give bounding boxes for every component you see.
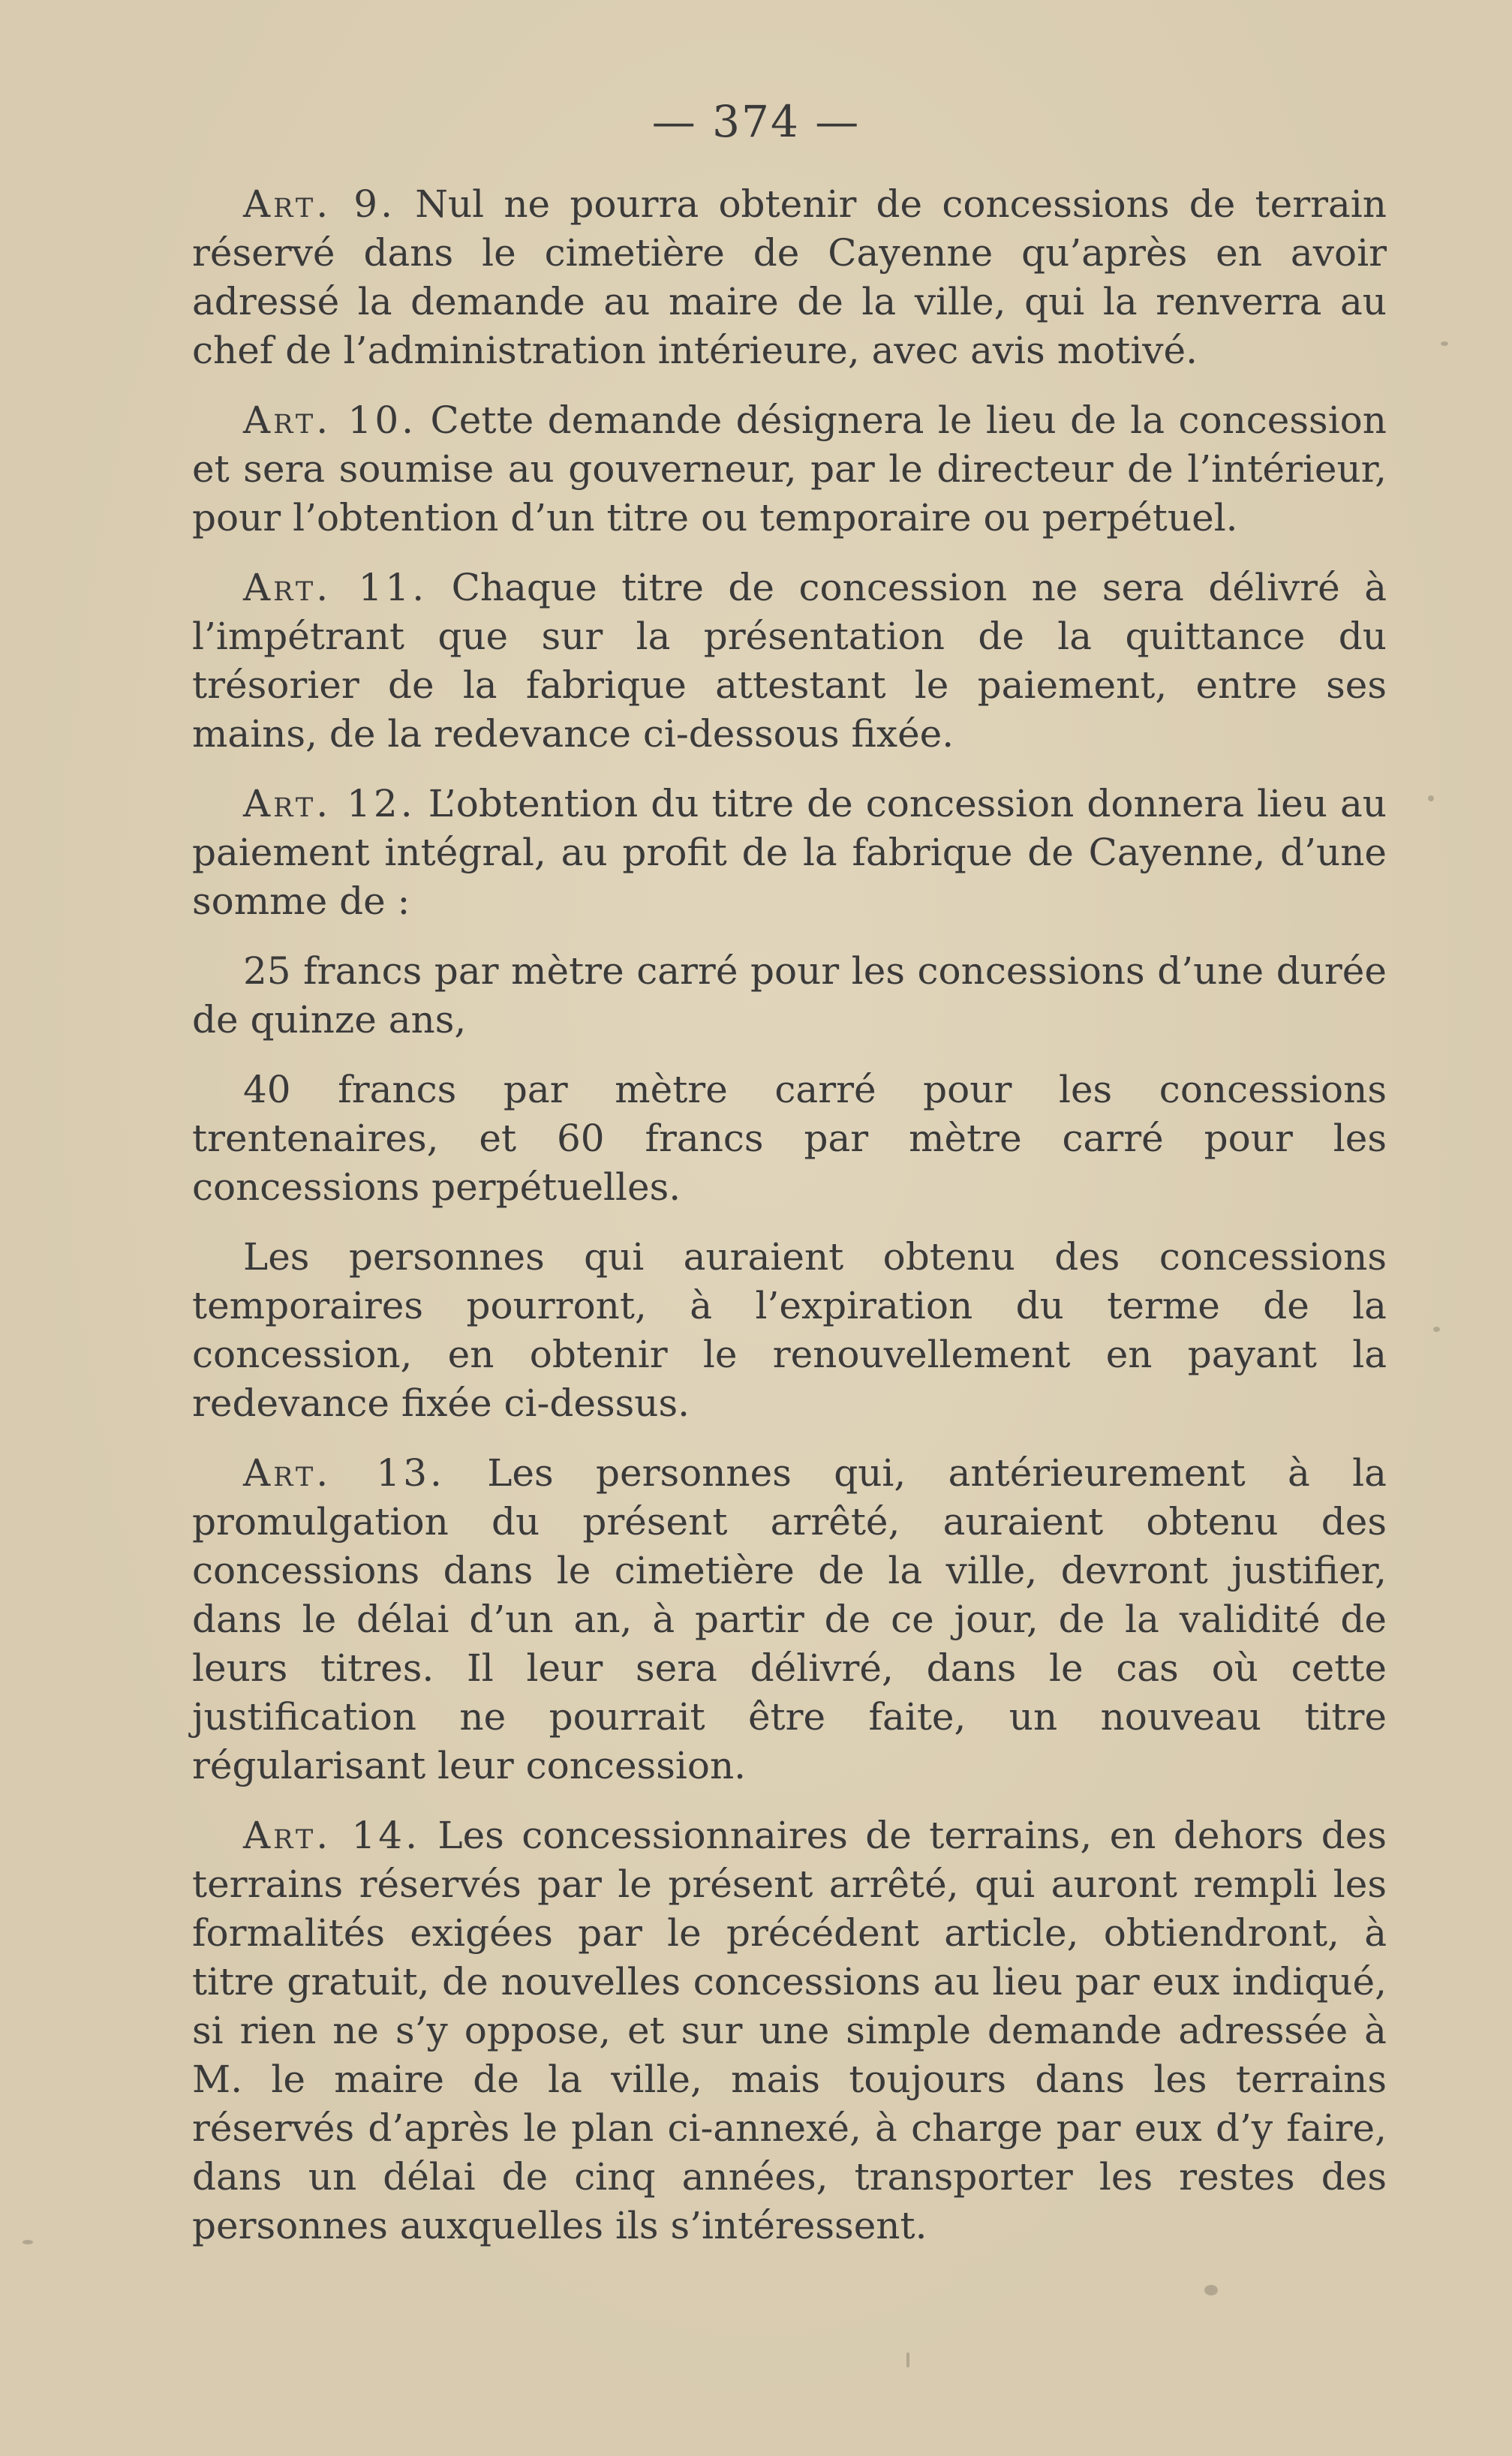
- article-label: Art. 11.: [243, 566, 428, 609]
- article-14: [192, 1811, 1387, 2250]
- article-10: [192, 396, 1387, 543]
- fee-thirty-years-perpetual: 40 francs par mètre carré pour les concessions trentenaires, et 60 francs par mètre carré pour les concessions perpétuelles.: [192, 1068, 1387, 1209]
- article-text: L’obtention du titre de concession donnera lieu au paiement intégral, au profit de la fabrique de Cayenne, d’une somme de :: [192, 782, 1387, 923]
- article-text: Cette demande désignera le lieu de la concession et sera soumise au gouverneur, par le directeur de l’intérieur, pour l’obtention d’un titre ou temporaire ou perpétuel.: [192, 398, 1387, 540]
- article-label: Art. 12.: [243, 782, 416, 825]
- paper-speck: [1204, 2285, 1218, 2295]
- page-body: [192, 180, 1387, 2271]
- paper-speck: [1433, 1327, 1440, 1332]
- article-label: Art. 13.: [243, 1451, 445, 1495]
- paper-speck: [1441, 341, 1448, 346]
- paper-speck: [23, 2240, 33, 2244]
- article-text: Les personnes qui, antérieurement à la promulgation du présent arrêté, auraient obtenu des concessions dans le cimetière de la ville, devront justifier, dans le délai d’un an, à partir de ce jour, de la validité de leurs titres. Il leur sera délivré, dans le cas où cette justification ne pourrait être faite, un nouveau titre régularisant leur concession.: [192, 1451, 1387, 1787]
- article-label: Art. 9.: [243, 182, 395, 226]
- article-text: Nul ne pourra obtenir de concessions de terrain réservé dans le cimetière de Cayenne qu’après en avoir adressé la demande au maire de la ville, qui la renverra au chef de l’administration intérieure, avec avis motivé.: [192, 182, 1387, 372]
- article-12: [192, 780, 1387, 926]
- paper-speck: [906, 2352, 909, 2367]
- article-label: Art. 10.: [243, 398, 417, 442]
- paper-speck: [1428, 795, 1434, 801]
- article-13: [192, 1449, 1387, 1790]
- article-text: Les concessionnaires de terrains, en dehors des terrains réservés par le présent arrêté, qui auront rempli les formalités exigées par le précédent article, obtiendront, à titre gratuit, de nouvelles concessions au lieu par eux indiqué, si rien ne s’y oppose, et sur une simple demande adressée à M. le maire de la ville, mais toujours dans les terrains réservés d’après le plan ci-annexé, à charge par eux d’y faire, dans un délai de cinq années, transporter les restes des personnes auxquelles ils s’intéressent.: [192, 1814, 1387, 2247]
- article-9: [192, 180, 1387, 375]
- fee-fifteen-years: 25 francs par mètre carré pour les concessions d’une durée de quinze ans,: [192, 949, 1387, 1042]
- article-label: Art. 14.: [243, 1814, 420, 1857]
- article-text: Chaque titre de concession ne sera délivré à l’impétrant que sur la présentation de la quittance du trésorier de la fabrique attestant le paiement, entre ses mains, de la redevance ci-dessous fixée.: [192, 566, 1387, 756]
- article-11: [192, 564, 1387, 759]
- page-number: — 374 —: [651, 96, 861, 147]
- renewal-paragraph: Les personnes qui auraient obtenu des concessions temporaires pourront, à l’expiration du terme de la concession, en obtenir le renouvellement en payant la redevance fixée ci-dessus.: [192, 1235, 1387, 1425]
